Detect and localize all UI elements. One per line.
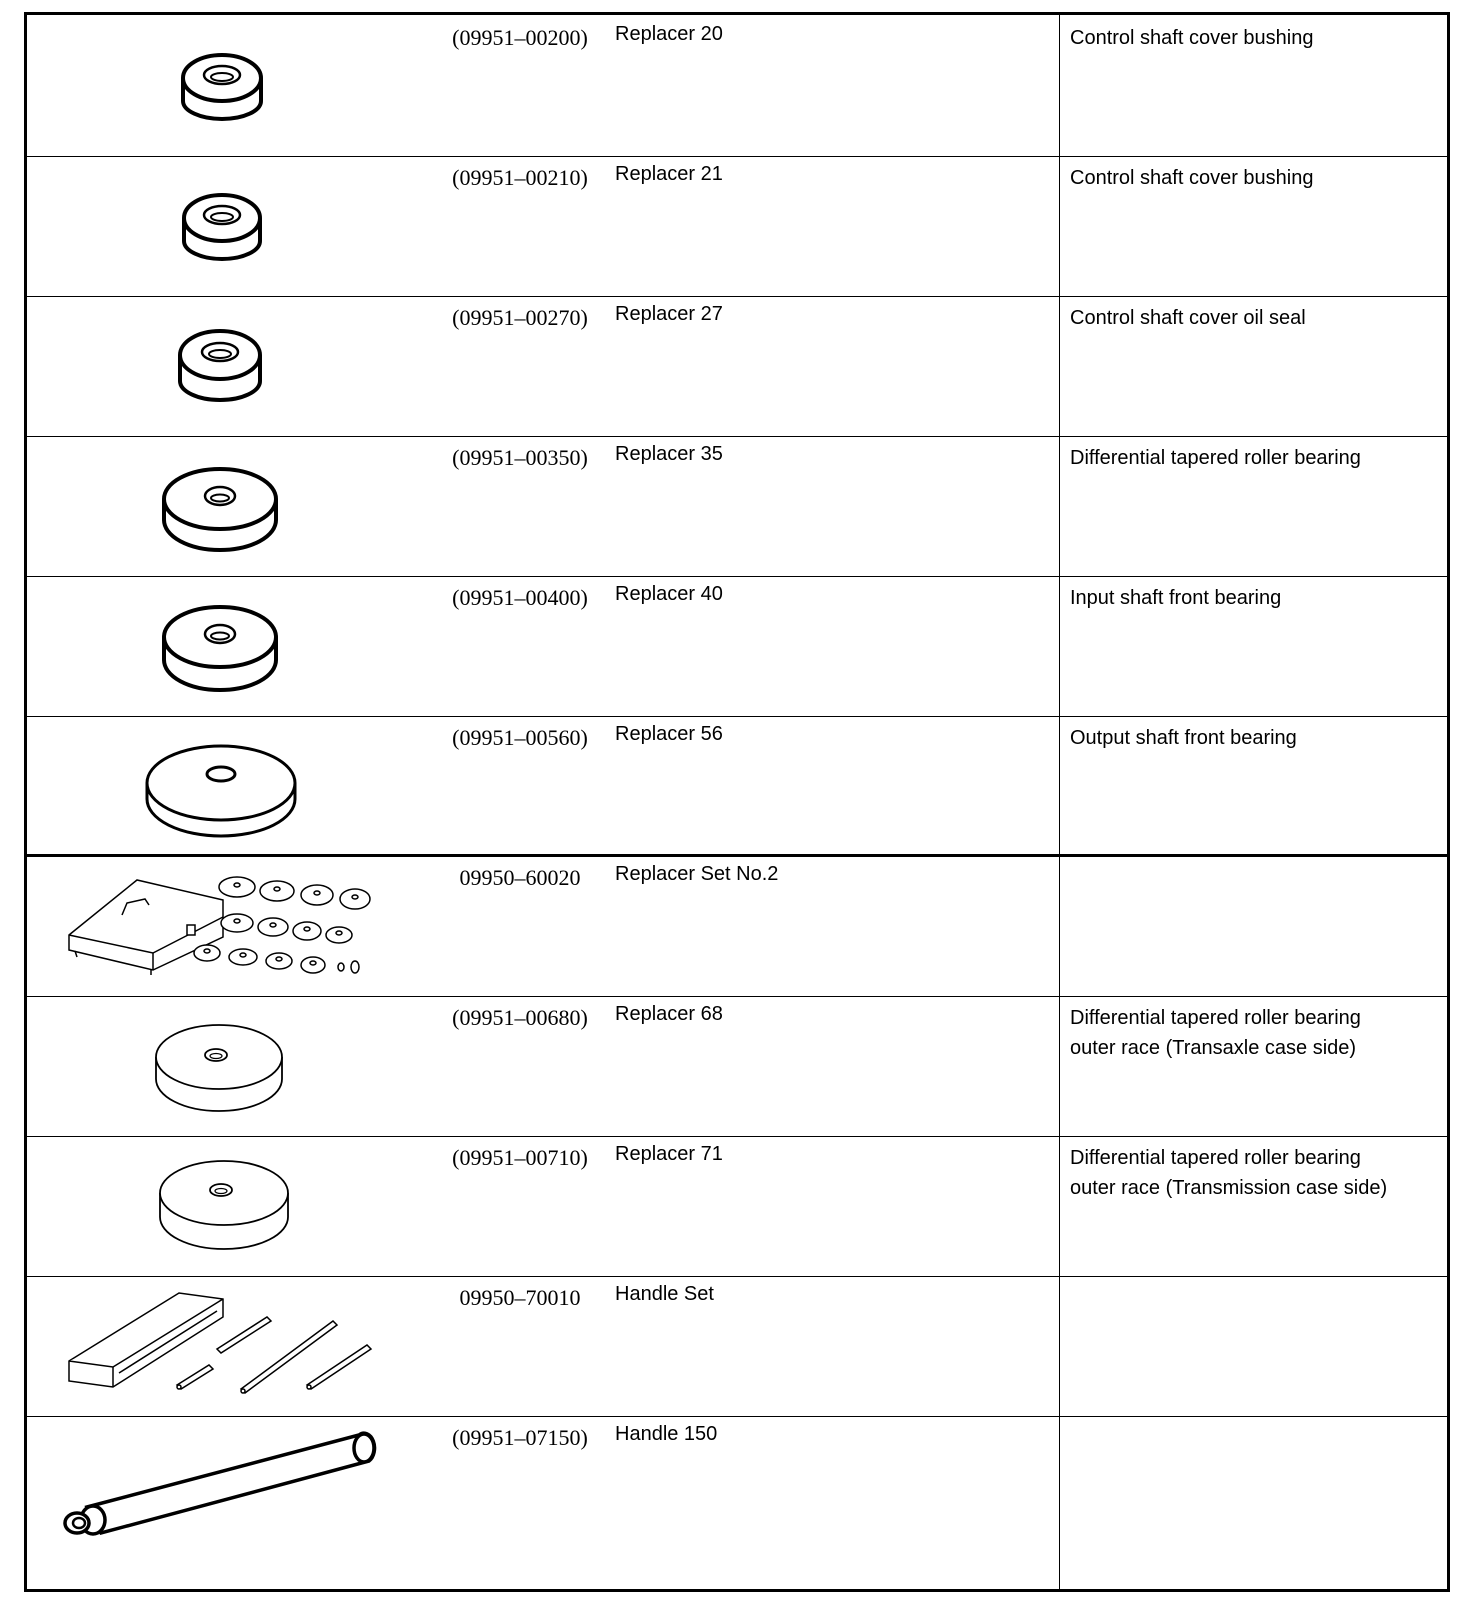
replacer-set-icon (27, 855, 427, 997)
usage-line: Differential tapered roller bearing (1070, 1007, 1361, 1029)
table-row (27, 295, 1447, 437)
tool-name: Replacer 21 (615, 163, 723, 185)
table-row (27, 1135, 1447, 1277)
table-row (27, 15, 1447, 157)
part-number: (09951–00560) (452, 725, 588, 750)
table-row (27, 1415, 1447, 1589)
tool-name: Replacer 35 (615, 443, 723, 465)
tool-name: Replacer 20 (615, 23, 723, 45)
usage-line: Control shaft cover bushing (1070, 27, 1314, 49)
tool-name: Replacer 56 (615, 723, 723, 745)
tool-name: Handle Set (615, 1283, 714, 1305)
replacer-medium-icon (27, 575, 427, 717)
part-number: 09950–70010 (459, 1285, 581, 1310)
table-row (27, 435, 1447, 577)
replacer-small-icon (27, 155, 427, 297)
tool-usage (1059, 295, 1447, 436)
tool-usage (1059, 995, 1447, 1136)
tool-name: Replacer Set No.2 (615, 863, 779, 885)
replacer-small-icon (27, 15, 427, 157)
part-number: (09951–00710) (452, 1145, 588, 1170)
tool-usage (1059, 155, 1447, 296)
part-number: (09951–00270) (452, 305, 588, 330)
part-number: (09951–00350) (452, 445, 588, 470)
replacer-large-icon (27, 1135, 427, 1277)
part-number: (09951–07150) (452, 1425, 588, 1450)
replacer-medium-icon (27, 435, 427, 577)
tool-name: Replacer 71 (615, 1143, 723, 1165)
tool-name: Replacer 68 (615, 1003, 723, 1025)
usage-line: Differential tapered roller bearing (1070, 1147, 1361, 1169)
part-number: 09950–60020 (459, 865, 581, 890)
usage-line: Input shaft front bearing (1070, 587, 1282, 609)
tool-usage (1059, 575, 1447, 716)
usage-line: outer race (Transmission case side) (1070, 1177, 1388, 1199)
usage-line: Control shaft cover oil seal (1070, 307, 1306, 329)
replacer-large-icon (27, 995, 427, 1137)
tool-usage (1059, 435, 1447, 576)
part-number: (09951–00680) (452, 1005, 588, 1030)
tool-usage (1059, 715, 1447, 854)
usage-line: outer race (Transaxle case side) (1070, 1037, 1357, 1059)
part-number: (09951–00200) (452, 25, 588, 50)
table-row (27, 995, 1447, 1137)
tool-name: Replacer 27 (615, 303, 723, 325)
table-row (27, 1275, 1447, 1417)
tool-usage (1059, 855, 1447, 996)
tool-name: Replacer 40 (615, 583, 723, 605)
usage-line: Control shaft cover bushing (1070, 167, 1314, 189)
replacer-small-icon (27, 295, 427, 437)
tool-usage (1059, 1135, 1447, 1276)
tool-usage (1059, 1275, 1447, 1416)
tool-usage (1059, 15, 1447, 156)
part-number: (09951–00210) (452, 165, 588, 190)
usage-line: Output shaft front bearing (1070, 727, 1297, 749)
tool-name: Handle 150 (615, 1423, 718, 1445)
part-number: (09951–00400) (452, 585, 588, 610)
table-row (27, 855, 1447, 997)
special-tools-table (24, 12, 1450, 1592)
handle-set-icon (27, 1275, 427, 1417)
table-row (27, 155, 1447, 297)
usage-line: Differential tapered roller bearing (1070, 447, 1361, 469)
handle-icon (27, 1415, 427, 1557)
table-row (27, 715, 1447, 857)
table-row (27, 575, 1447, 717)
replacer-large-icon (27, 715, 427, 857)
tool-usage (1059, 1415, 1447, 1589)
